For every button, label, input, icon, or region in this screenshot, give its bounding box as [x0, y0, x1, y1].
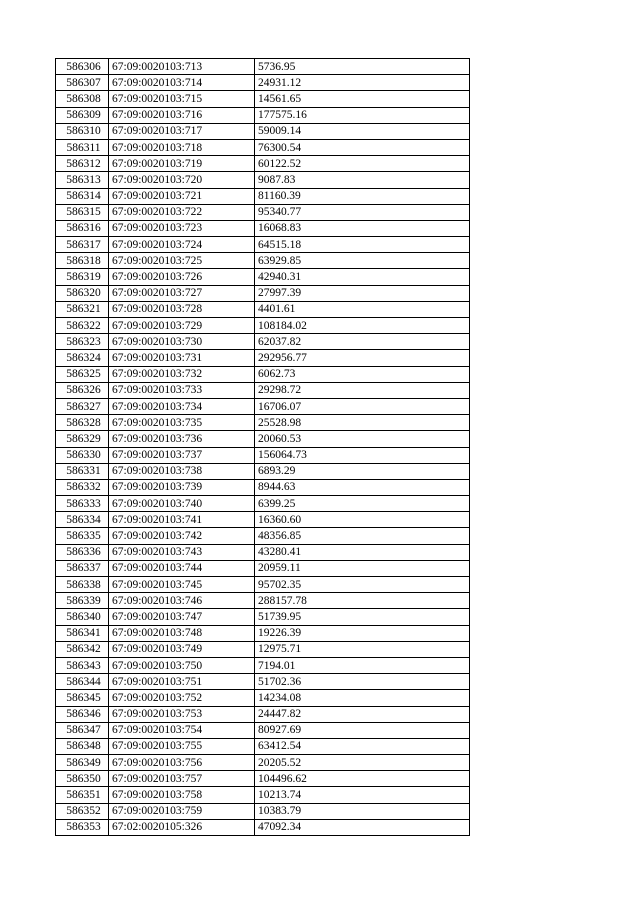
value-cell: 12975.71	[255, 641, 470, 657]
cadastral-number-cell: 67:09:0020103:738	[109, 463, 255, 479]
value-cell: 292956.77	[255, 350, 470, 366]
cadastral-number-cell: 67:09:0020103:744	[109, 560, 255, 576]
row-id-cell: 586329	[56, 431, 109, 447]
value-cell: 10383.79	[255, 803, 470, 819]
table-row	[56, 787, 470, 803]
table-row	[56, 528, 470, 544]
cadastral-number-cell: 67:02:0020105:326	[109, 819, 255, 835]
table-row	[56, 641, 470, 657]
row-id-cell: 586353	[56, 819, 109, 835]
row-id-cell: 586308	[56, 91, 109, 107]
value-cell: 76300.54	[255, 139, 470, 155]
table-row	[56, 350, 470, 366]
cadastral-value-table	[55, 58, 470, 836]
row-id-cell: 586312	[56, 156, 109, 172]
table-row	[56, 819, 470, 835]
value-cell: 4401.61	[255, 301, 470, 317]
table-row	[56, 463, 470, 479]
row-id-cell: 586317	[56, 237, 109, 253]
table-row	[56, 771, 470, 787]
row-id-cell: 586307	[56, 75, 109, 91]
row-id-cell: 586336	[56, 544, 109, 560]
value-cell: 59009.14	[255, 123, 470, 139]
value-cell: 19226.39	[255, 625, 470, 641]
cadastral-number-cell: 67:09:0020103:753	[109, 706, 255, 722]
value-cell: 60122.52	[255, 156, 470, 172]
row-id-cell: 586324	[56, 350, 109, 366]
cadastral-number-cell: 67:09:0020103:723	[109, 220, 255, 236]
row-id-cell: 586348	[56, 738, 109, 754]
value-cell: 177575.16	[255, 107, 470, 123]
cadastral-number-cell: 67:09:0020103:715	[109, 91, 255, 107]
row-id-cell: 586316	[56, 220, 109, 236]
row-id-cell: 586352	[56, 803, 109, 819]
table-row	[56, 674, 470, 690]
row-id-cell: 586330	[56, 447, 109, 463]
cadastral-number-cell: 67:09:0020103:739	[109, 479, 255, 495]
table-row	[56, 156, 470, 172]
table-row	[56, 738, 470, 754]
table-row	[56, 301, 470, 317]
value-cell: 20959.11	[255, 560, 470, 576]
cadastral-number-cell: 67:09:0020103:725	[109, 253, 255, 269]
cadastral-number-cell: 67:09:0020103:731	[109, 350, 255, 366]
cadastral-number-cell: 67:09:0020103:758	[109, 787, 255, 803]
value-cell: 6399.25	[255, 496, 470, 512]
row-id-cell: 586311	[56, 139, 109, 155]
cadastral-number-cell: 67:09:0020103:713	[109, 59, 255, 75]
cadastral-number-cell: 67:09:0020103:748	[109, 625, 255, 641]
row-id-cell: 586310	[56, 123, 109, 139]
table-row	[56, 544, 470, 560]
row-id-cell: 586332	[56, 479, 109, 495]
value-cell: 47092.34	[255, 819, 470, 835]
value-cell: 63929.85	[255, 253, 470, 269]
value-cell: 16706.07	[255, 398, 470, 414]
table-row	[56, 139, 470, 155]
table-row	[56, 253, 470, 269]
table-row	[56, 722, 470, 738]
row-id-cell: 586325	[56, 366, 109, 382]
table-row	[56, 366, 470, 382]
value-cell: 16360.60	[255, 512, 470, 528]
cadastral-number-cell: 67:09:0020103:716	[109, 107, 255, 123]
cadastral-number-cell: 67:09:0020103:724	[109, 237, 255, 253]
value-cell: 14561.65	[255, 91, 470, 107]
table-body	[56, 59, 470, 836]
cadastral-number-cell: 67:09:0020103:729	[109, 318, 255, 334]
table-row	[56, 447, 470, 463]
cadastral-number-cell: 67:09:0020103:732	[109, 366, 255, 382]
table-row	[56, 123, 470, 139]
value-cell: 25528.98	[255, 415, 470, 431]
cadastral-number-cell: 67:09:0020103:751	[109, 674, 255, 690]
row-id-cell: 586334	[56, 512, 109, 528]
cadastral-number-cell: 67:09:0020103:728	[109, 301, 255, 317]
table-row	[56, 188, 470, 204]
cadastral-number-cell: 67:09:0020103:757	[109, 771, 255, 787]
table-row	[56, 415, 470, 431]
row-id-cell: 586319	[56, 269, 109, 285]
value-cell: 51739.95	[255, 609, 470, 625]
value-cell: 64515.18	[255, 237, 470, 253]
table-row	[56, 803, 470, 819]
row-id-cell: 586333	[56, 496, 109, 512]
value-cell: 14234.08	[255, 690, 470, 706]
table-row	[56, 237, 470, 253]
row-id-cell: 586321	[56, 301, 109, 317]
value-cell: 20205.52	[255, 755, 470, 771]
cadastral-number-cell: 67:09:0020103:752	[109, 690, 255, 706]
row-id-cell: 586337	[56, 560, 109, 576]
value-cell: 156064.73	[255, 447, 470, 463]
table-row	[56, 172, 470, 188]
row-id-cell: 586351	[56, 787, 109, 803]
cadastral-number-cell: 67:09:0020103:740	[109, 496, 255, 512]
value-cell: 10213.74	[255, 787, 470, 803]
cadastral-number-cell: 67:09:0020103:726	[109, 269, 255, 285]
table-row	[56, 479, 470, 495]
table-row	[56, 657, 470, 673]
value-cell: 95702.35	[255, 577, 470, 593]
value-cell: 95340.77	[255, 204, 470, 220]
table-row	[56, 496, 470, 512]
table-row	[56, 706, 470, 722]
value-cell: 7194.01	[255, 657, 470, 673]
row-id-cell: 586318	[56, 253, 109, 269]
table-row	[56, 75, 470, 91]
row-id-cell: 586327	[56, 398, 109, 414]
cadastral-number-cell: 67:09:0020103:759	[109, 803, 255, 819]
table-row	[56, 560, 470, 576]
row-id-cell: 586322	[56, 318, 109, 334]
row-id-cell: 586320	[56, 285, 109, 301]
table-row	[56, 512, 470, 528]
table-row	[56, 398, 470, 414]
table-row	[56, 755, 470, 771]
value-cell: 104496.62	[255, 771, 470, 787]
value-cell: 63412.54	[255, 738, 470, 754]
value-cell: 81160.39	[255, 188, 470, 204]
row-id-cell: 586309	[56, 107, 109, 123]
value-cell: 6893.29	[255, 463, 470, 479]
cadastral-number-cell: 67:09:0020103:742	[109, 528, 255, 544]
value-cell: 20060.53	[255, 431, 470, 447]
table-row	[56, 577, 470, 593]
value-cell: 29298.72	[255, 382, 470, 398]
row-id-cell: 586344	[56, 674, 109, 690]
table-row	[56, 431, 470, 447]
table-row	[56, 107, 470, 123]
row-id-cell: 586326	[56, 382, 109, 398]
value-cell: 9087.83	[255, 172, 470, 188]
table-row	[56, 593, 470, 609]
cadastral-number-cell: 67:09:0020103:755	[109, 738, 255, 754]
table-row	[56, 59, 470, 75]
value-cell: 51702.36	[255, 674, 470, 690]
value-cell: 108184.02	[255, 318, 470, 334]
cadastral-number-cell: 67:09:0020103:746	[109, 593, 255, 609]
row-id-cell: 586349	[56, 755, 109, 771]
value-cell: 24931.12	[255, 75, 470, 91]
cadastral-number-cell: 67:09:0020103:734	[109, 398, 255, 414]
table-row	[56, 625, 470, 641]
cadastral-number-cell: 67:09:0020103:747	[109, 609, 255, 625]
cadastral-number-cell: 67:09:0020103:743	[109, 544, 255, 560]
cadastral-number-cell: 67:09:0020103:733	[109, 382, 255, 398]
table-row	[56, 285, 470, 301]
cadastral-number-cell: 67:09:0020103:756	[109, 755, 255, 771]
cadastral-number-cell: 67:09:0020103:745	[109, 577, 255, 593]
value-cell: 27997.39	[255, 285, 470, 301]
cadastral-number-cell: 67:09:0020103:737	[109, 447, 255, 463]
value-cell: 42940.31	[255, 269, 470, 285]
row-id-cell: 586314	[56, 188, 109, 204]
cadastral-number-cell: 67:09:0020103:749	[109, 641, 255, 657]
table-row	[56, 91, 470, 107]
value-cell: 48356.85	[255, 528, 470, 544]
value-cell: 24447.82	[255, 706, 470, 722]
row-id-cell: 586335	[56, 528, 109, 544]
table-row	[56, 204, 470, 220]
row-id-cell: 586342	[56, 641, 109, 657]
cadastral-number-cell: 67:09:0020103:722	[109, 204, 255, 220]
row-id-cell: 586346	[56, 706, 109, 722]
table-row	[56, 609, 470, 625]
value-cell: 8944.63	[255, 479, 470, 495]
value-cell: 16068.83	[255, 220, 470, 236]
value-cell: 5736.95	[255, 59, 470, 75]
table-row	[56, 269, 470, 285]
row-id-cell: 586323	[56, 334, 109, 350]
value-cell: 43280.41	[255, 544, 470, 560]
value-cell: 288157.78	[255, 593, 470, 609]
table-row	[56, 690, 470, 706]
cadastral-number-cell: 67:09:0020103:735	[109, 415, 255, 431]
value-cell: 6062.73	[255, 366, 470, 382]
row-id-cell: 586306	[56, 59, 109, 75]
cadastral-number-cell: 67:09:0020103:718	[109, 139, 255, 155]
value-cell: 62037.82	[255, 334, 470, 350]
row-id-cell: 586313	[56, 172, 109, 188]
row-id-cell: 586347	[56, 722, 109, 738]
table-row	[56, 318, 470, 334]
table-row	[56, 382, 470, 398]
cadastral-number-cell: 67:09:0020103:720	[109, 172, 255, 188]
cadastral-number-cell: 67:09:0020103:717	[109, 123, 255, 139]
cadastral-number-cell: 67:09:0020103:719	[109, 156, 255, 172]
value-cell: 80927.69	[255, 722, 470, 738]
cadastral-number-cell: 67:09:0020103:736	[109, 431, 255, 447]
cadastral-number-cell: 67:09:0020103:754	[109, 722, 255, 738]
cadastral-number-cell: 67:09:0020103:714	[109, 75, 255, 91]
cadastral-number-cell: 67:09:0020103:721	[109, 188, 255, 204]
cadastral-number-cell: 67:09:0020103:741	[109, 512, 255, 528]
row-id-cell: 586341	[56, 625, 109, 641]
row-id-cell: 586345	[56, 690, 109, 706]
cadastral-number-cell: 67:09:0020103:727	[109, 285, 255, 301]
row-id-cell: 586340	[56, 609, 109, 625]
cadastral-number-cell: 67:09:0020103:750	[109, 657, 255, 673]
row-id-cell: 586328	[56, 415, 109, 431]
row-id-cell: 586315	[56, 204, 109, 220]
row-id-cell: 586338	[56, 577, 109, 593]
row-id-cell: 586339	[56, 593, 109, 609]
table-row	[56, 220, 470, 236]
table-row	[56, 334, 470, 350]
row-id-cell: 586343	[56, 657, 109, 673]
row-id-cell: 586350	[56, 771, 109, 787]
row-id-cell: 586331	[56, 463, 109, 479]
cadastral-number-cell: 67:09:0020103:730	[109, 334, 255, 350]
